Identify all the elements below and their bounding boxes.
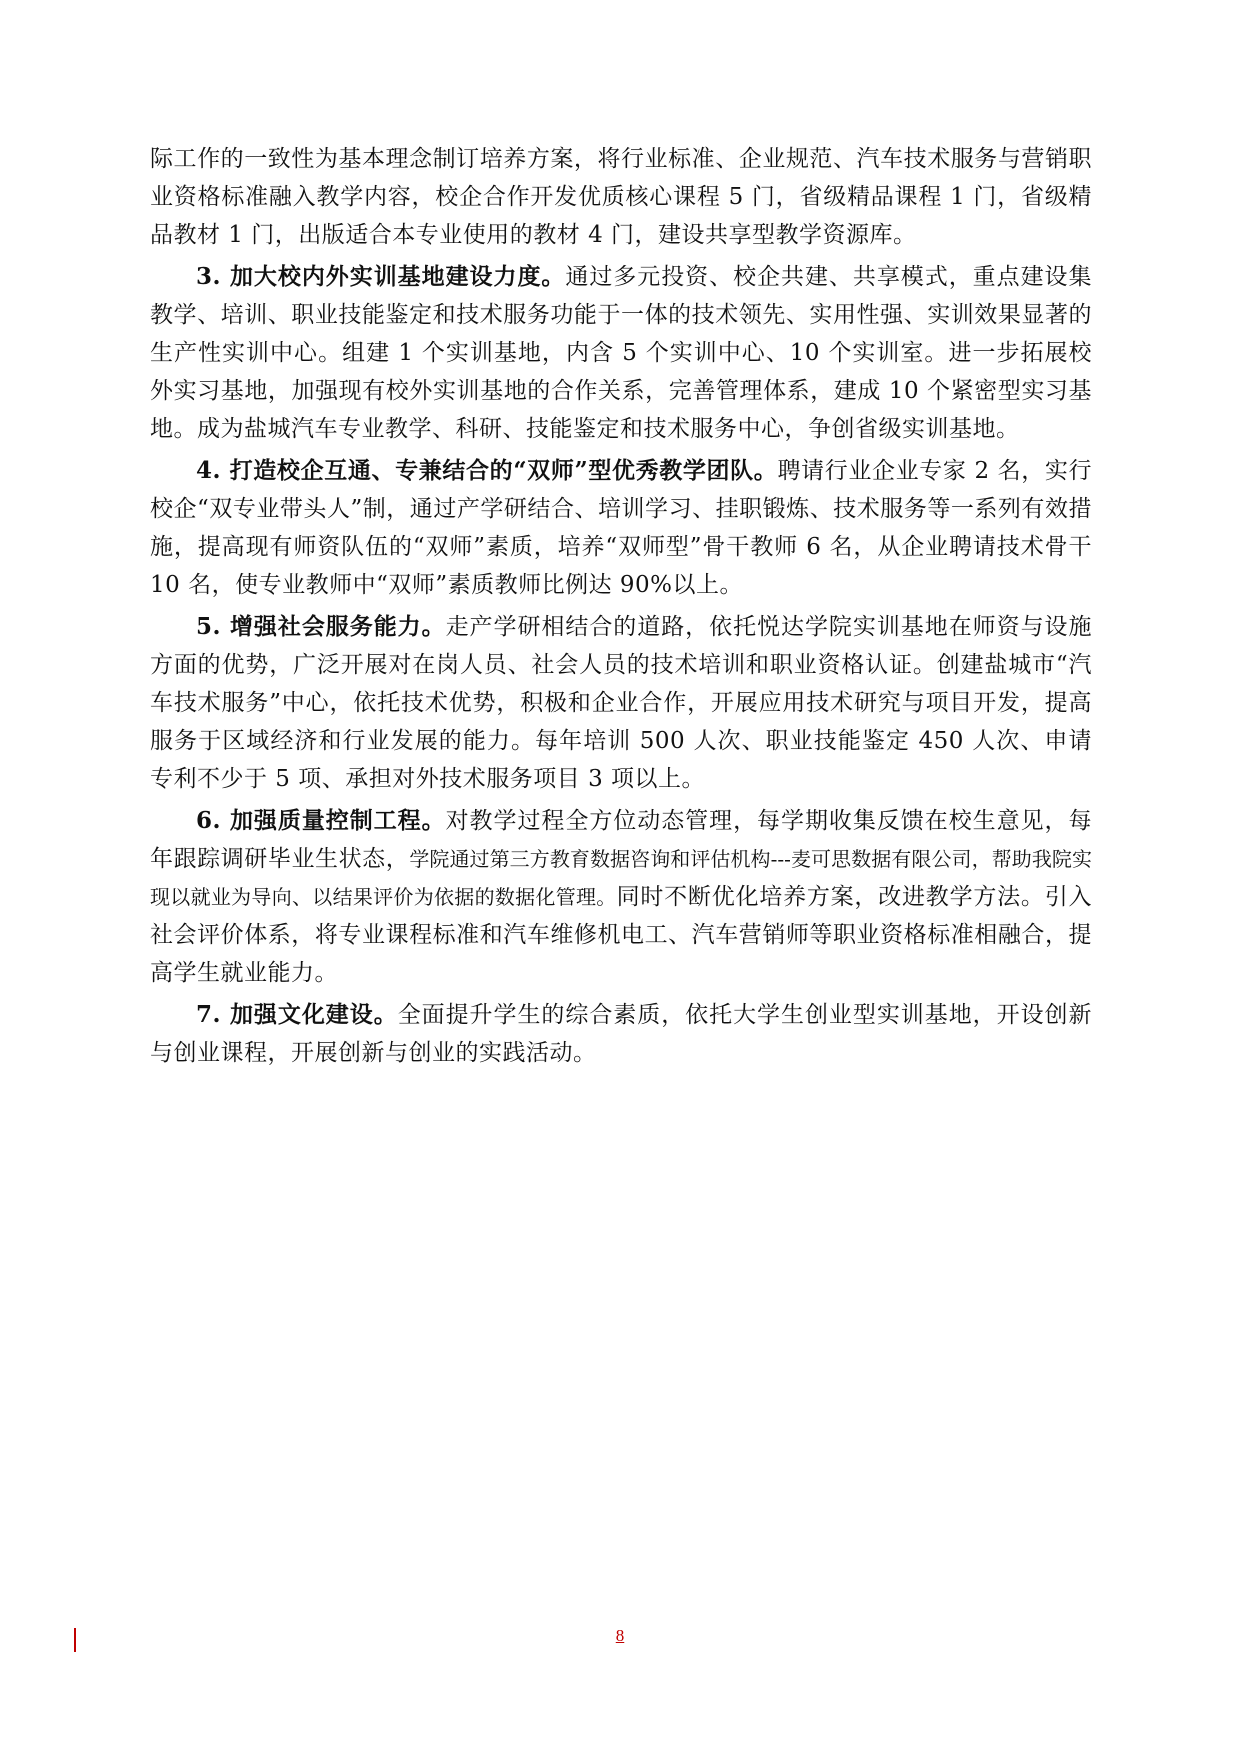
paragraph-body: 聘请行业企业专家 2 名，实行校企“双专业带头人”制，通过产学研结合、培训学习、挂职锻炼、技术服务等一系列有效措施，提高现有师资队伍的“双师”素质，培养“双师型”骨干教师 6 名，从企业聘请技术骨干 10 名，使专业教师中“双师”素质教师比例达 90%以上。 [150, 458, 1092, 598]
paragraph-heading: 5. 增强社会服务能力。 [196, 613, 446, 640]
paragraph-body: 全面提升学生的综合素质，依托大学生创业型实训基地，开设创新与创业课程，开展创新与创业的实践活动。 [150, 1002, 1092, 1066]
paragraph-training-base [150, 258, 1092, 448]
paragraph-heading: 3. 加大校内外实训基地建设力度。 [196, 263, 566, 290]
paragraph-continued [150, 140, 1092, 254]
paragraph-body: 际工作的一致性为基本理念制订培养方案，将行业标准、企业规范、汽车技术服务与营销职业资格标准融入教学内容，校企合作开发优质核心课程 5 门，省级精品课程 1 门，省级精品教材 1 门，出版适合本专业使用的教材 4 门，建设共享型教学资源库。 [150, 146, 1092, 248]
paragraph-body-small: 学院通过第三方教育数据咨询和评估机构---麦可思数据有限公司，帮助我院实现以就业为导向、以结果评价为依据的数据化管理。 [150, 847, 1092, 909]
revision-bar [74, 1628, 76, 1652]
paragraph-social-service [150, 608, 1092, 798]
body-text [150, 140, 1092, 1076]
paragraph-teaching-team [150, 452, 1092, 604]
paragraph-heading: 6. 加强质量控制工程。 [196, 807, 446, 834]
paragraph-body: 走产学研相结合的道路，依托悦达学院实训基地在师资与设施方面的优势，广泛开展对在岗人员、社会人员的技术培训和职业资格认证。创建盐城市“汽车技术服务”中心，依托技术优势，积极和企业合作，开展应用技术研究与项目开发，提高服务于区域经济和行业发展的能力。每年培训 500 人次、职业技能鉴定 450 人次、申请专利不少于 5 项、承担对外技术服务项目 3 项以上。 [150, 614, 1092, 792]
paragraph-culture [150, 996, 1092, 1072]
paragraph-body: 对教学过程全方位动态管理，每学期收集反馈在校生意见，每年跟踪调研毕业生状态， [150, 808, 1092, 872]
paragraph-quality-control [150, 802, 1092, 992]
page-number: 8 [615, 1626, 625, 1645]
paragraph-body-tail: 同时不断优化培养方案，改进教学方法。引入社会评价体系，将专业课程标准和汽车维修机电工、汽车营销师等职业资格标准相融合，提高学生就业能力。 [150, 884, 1093, 986]
paragraph-heading: 4. 打造校企互通、专兼结合的“双师”型优秀教学团队。 [196, 457, 778, 484]
paragraph-heading: 7. 加强文化建设。 [196, 1001, 398, 1028]
paragraph-body: 通过多元投资、校企共建、共享模式，重点建设集教学、培训、职业技能鉴定和技术服务功能于一体的技术领先、实用性强、实训效果显著的生产性实训中心。组建 1 个实训基地，内含 5 个实训中心、10 个实训室。进一步拓展校外实习基地，加强现有校外实训基地的合作关系，完善管理体系，建成 10 个紧密型实习基地。成为盐城汽车专业教学、科研、技能鉴定和技术服务中心，争创省级实训基地。 [150, 264, 1092, 442]
